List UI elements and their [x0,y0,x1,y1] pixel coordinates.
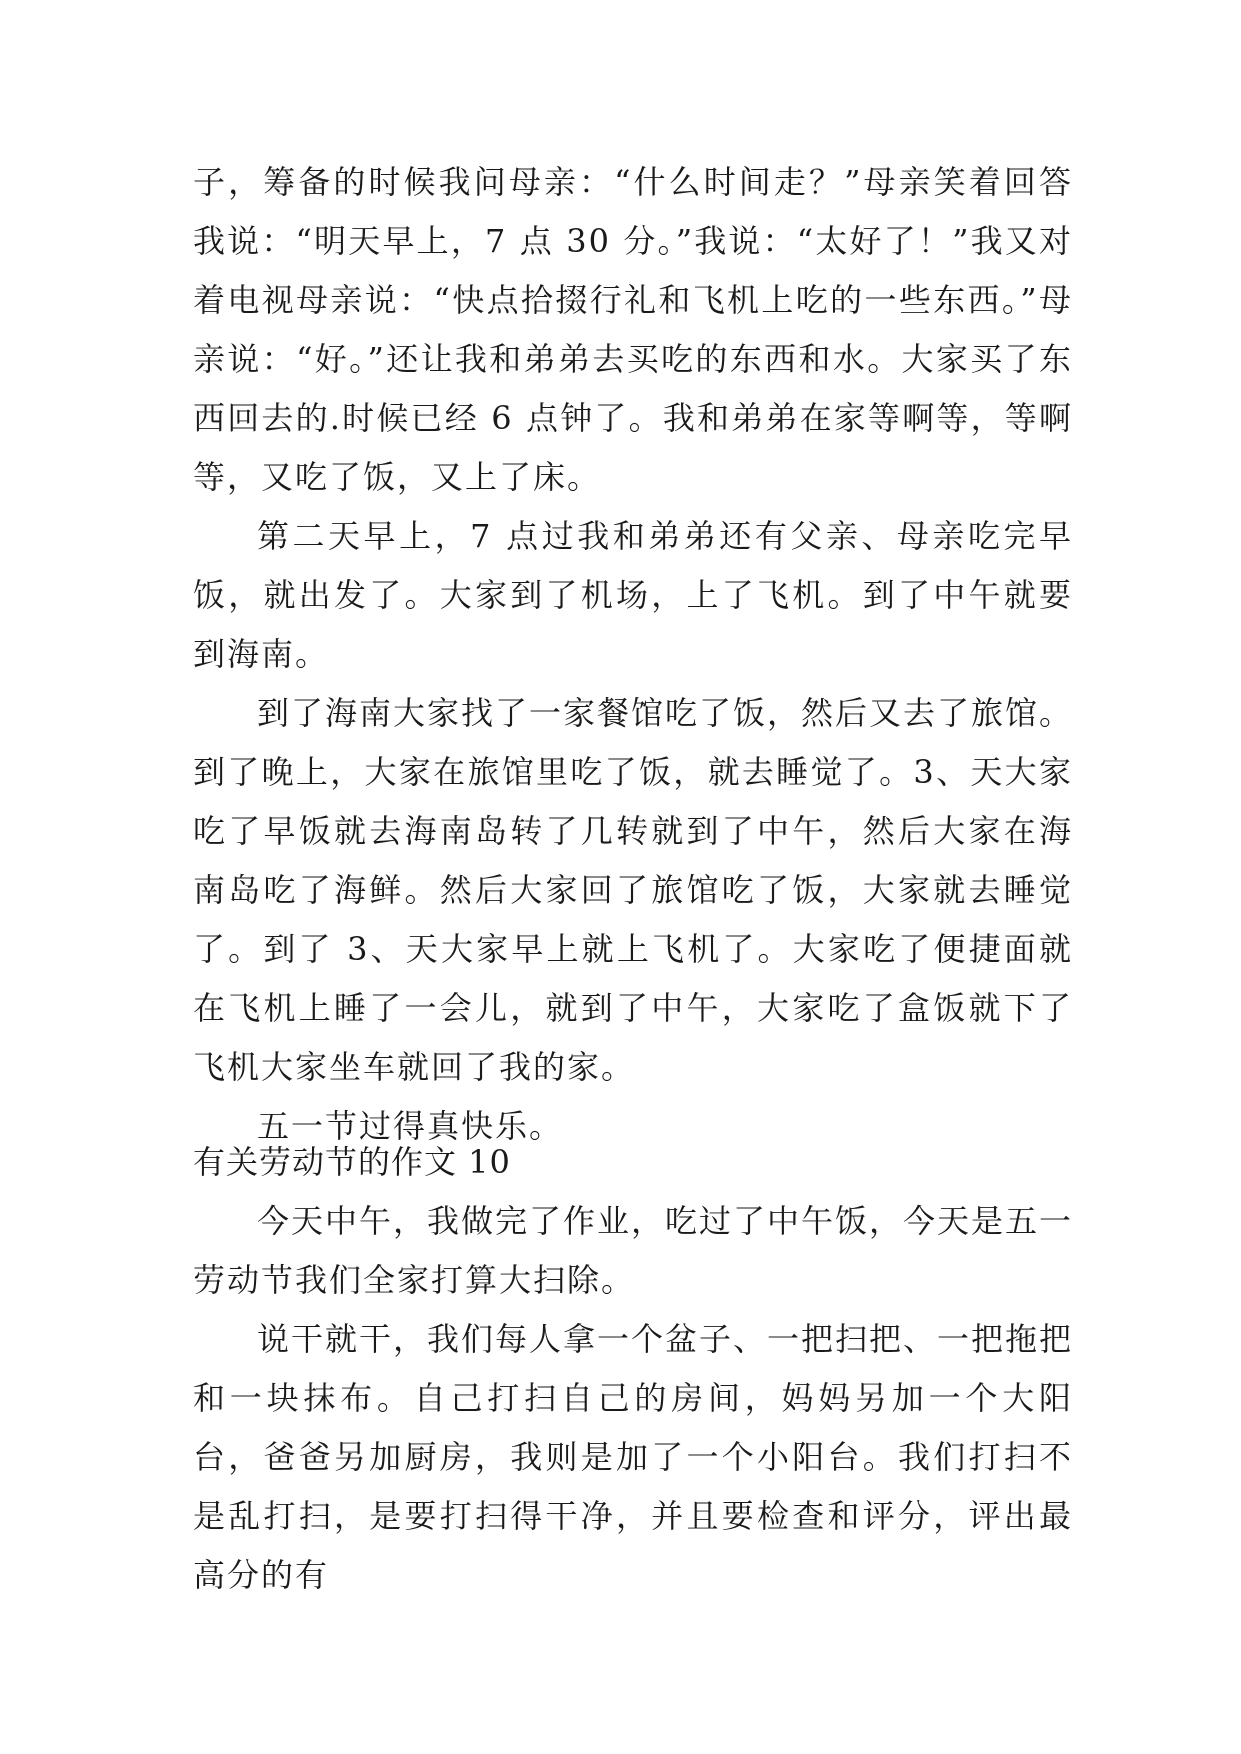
paragraph: 今天中午，我做完了作业，吃过了中午饭，今天是五一劳动节我们全家打算大扫除。 [193,1202,1074,1299]
paragraph: 第二天早上，7 点过我和弟弟还有父亲、母亲吃完早饭，就出发了。大家到了机场，上了飞机。到了中午就要到海南。 [193,517,1073,673]
paragraph: 子，筹备的时候我问母亲：“什么时间走？”母亲笑着回答我说：“明天早上，7 点 30 分。”我说：“太好了！”我又对着电视母亲说：“快点拾掇行礼和飞机上吃的一些东西。”母亲说：“好。”还让我和弟弟去买吃的东西和水。大家买了东西回去的.时候已经 6 点钟了。我和弟弟在家等啊等，等啊等，又吃了饭，又上了床。 [193,163,1073,496]
paragraph: 说干就干，我们每人拿一个盆子、一把扫把、一把拖把和一块抹布。自己打扫自己的房间，妈妈另加一个大阳台，爸爸另加厨房，我则是加了一个小阳台。我们打扫不是乱打扫，是要打扫得干净，并且要检查和评分，评出最高分的有 [193,1320,1074,1594]
paragraph: 到了海南大家找了一家餐馆吃了饭，然后又去了旅馆。到了晚上，大家在旅馆里吃了饭，就去睡觉了。3、天大家吃了早饭就去海南岛转了几转就到了中午，然后大家在海南岛吃了海鲜。然后大家回了旅馆吃了饭，大家就去睡觉了。到了 3、天大家早上就上飞机了。大家吃了便捷面就在飞机上睡了一会儿，就到了中午，大家吃了盒饭就下了飞机大家坐车就回了我的家。 [193,694,1074,1086]
paragraph: 五一节过得真快乐。 [257,1107,564,1145]
essay-10 [193,1133,1073,1605]
essay-heading: 有关劳动节的作文 10 [193,1143,511,1181]
essay-continuation [193,153,1073,1156]
